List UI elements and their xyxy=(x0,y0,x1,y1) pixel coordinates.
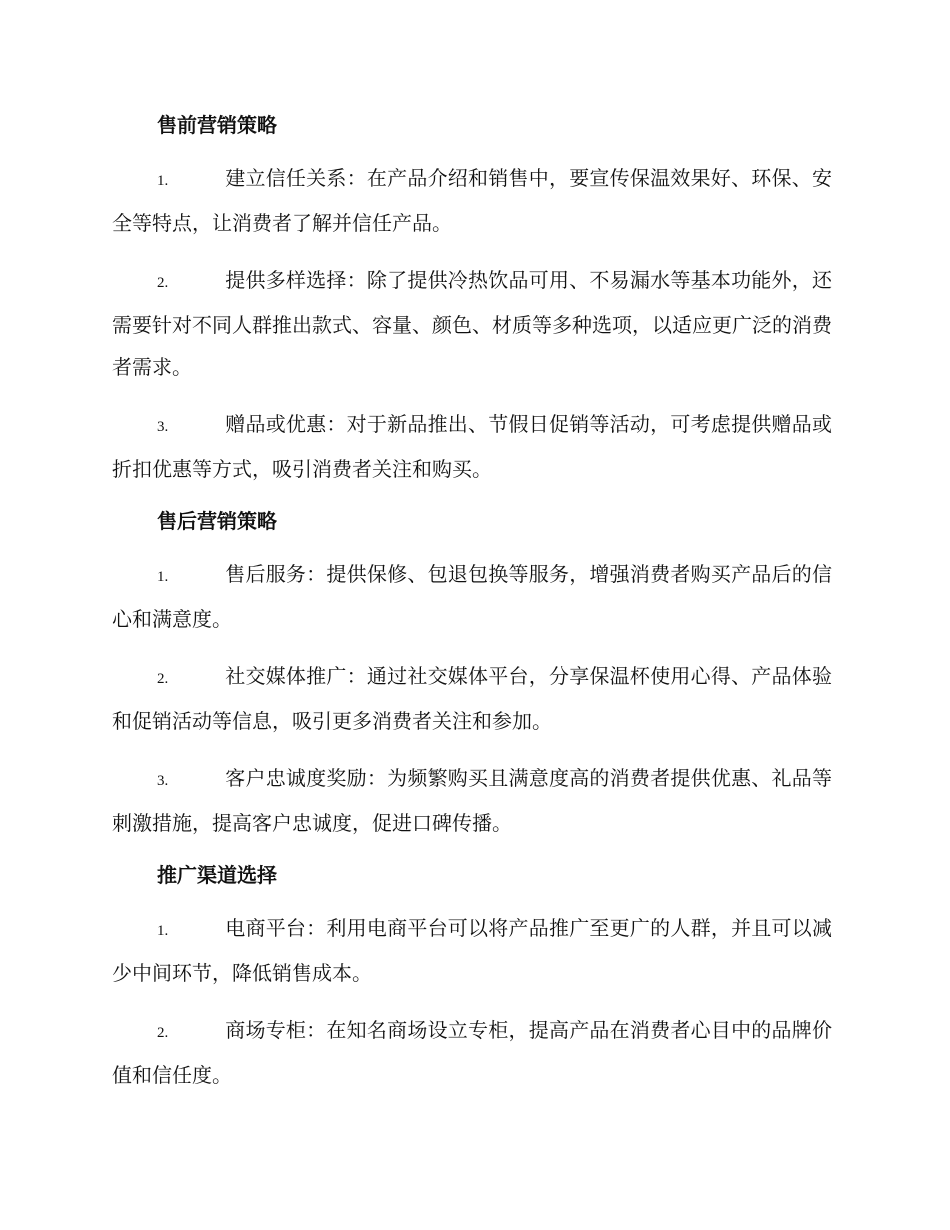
item-number: 1. xyxy=(157,569,169,585)
item-number: 2. xyxy=(157,671,169,687)
item-number: 1. xyxy=(157,923,169,939)
item-text: 建立信任关系：在产品介绍和销售中，要宣传保温效果好、环保、安全等特点，让消费者了解并信任产品。 xyxy=(112,166,832,235)
list-item xyxy=(112,907,832,994)
section-heading: 售后营销策略 xyxy=(157,509,277,533)
item-text: 商场专柜：在知名商场设立专柜，提高产品在消费者心目中的品牌价值和信任度。 xyxy=(112,1018,832,1087)
item-number: 2. xyxy=(157,275,169,291)
item-number: 2. xyxy=(157,1025,169,1041)
section-aftersale xyxy=(112,504,832,844)
section-presale xyxy=(112,108,832,490)
item-text: 社交媒体推广：通过社交媒体平台，分享保温杯使用心得、产品体验和促销活动等信息，吸引更多消费者关注和参加。 xyxy=(112,664,832,733)
section-heading: 售前营销策略 xyxy=(157,113,277,137)
list-item xyxy=(112,403,832,490)
item-number: 3. xyxy=(157,773,169,789)
list-item xyxy=(112,259,832,388)
item-text: 提供多样选择：除了提供冷热饮品可用、不易漏水等基本功能外，还需要针对不同人群推出款式、容量、颜色、材质等多种选项，以适应更广泛的消费者需求。 xyxy=(112,268,832,379)
section-channels xyxy=(112,858,832,1096)
item-text: 电商平台：利用电商平台可以将产品推广至更广的人群，并且可以减少中间环节，降低销售成本。 xyxy=(112,916,832,985)
item-text: 客户忠诚度奖励：为频繁购买且满意度高的消费者提供优惠、礼品等刺激措施，提高客户忠诚度，促进口碑传播。 xyxy=(112,766,832,835)
item-text: 赠品或优惠：对于新品推出、节假日促销等活动，可考虑提供赠品或折扣优惠等方式，吸引消费者关注和购买。 xyxy=(112,412,832,481)
list-item xyxy=(112,757,832,844)
list-item xyxy=(112,553,832,640)
list-item xyxy=(112,655,832,742)
item-number: 3. xyxy=(157,419,169,435)
item-text: 售后服务：提供保修、包退包换等服务，增强消费者购买产品后的信心和满意度。 xyxy=(112,562,832,631)
list-item xyxy=(112,1009,832,1096)
item-number: 1. xyxy=(157,173,169,189)
section-heading: 推广渠道选择 xyxy=(157,863,277,887)
list-item xyxy=(112,157,832,244)
